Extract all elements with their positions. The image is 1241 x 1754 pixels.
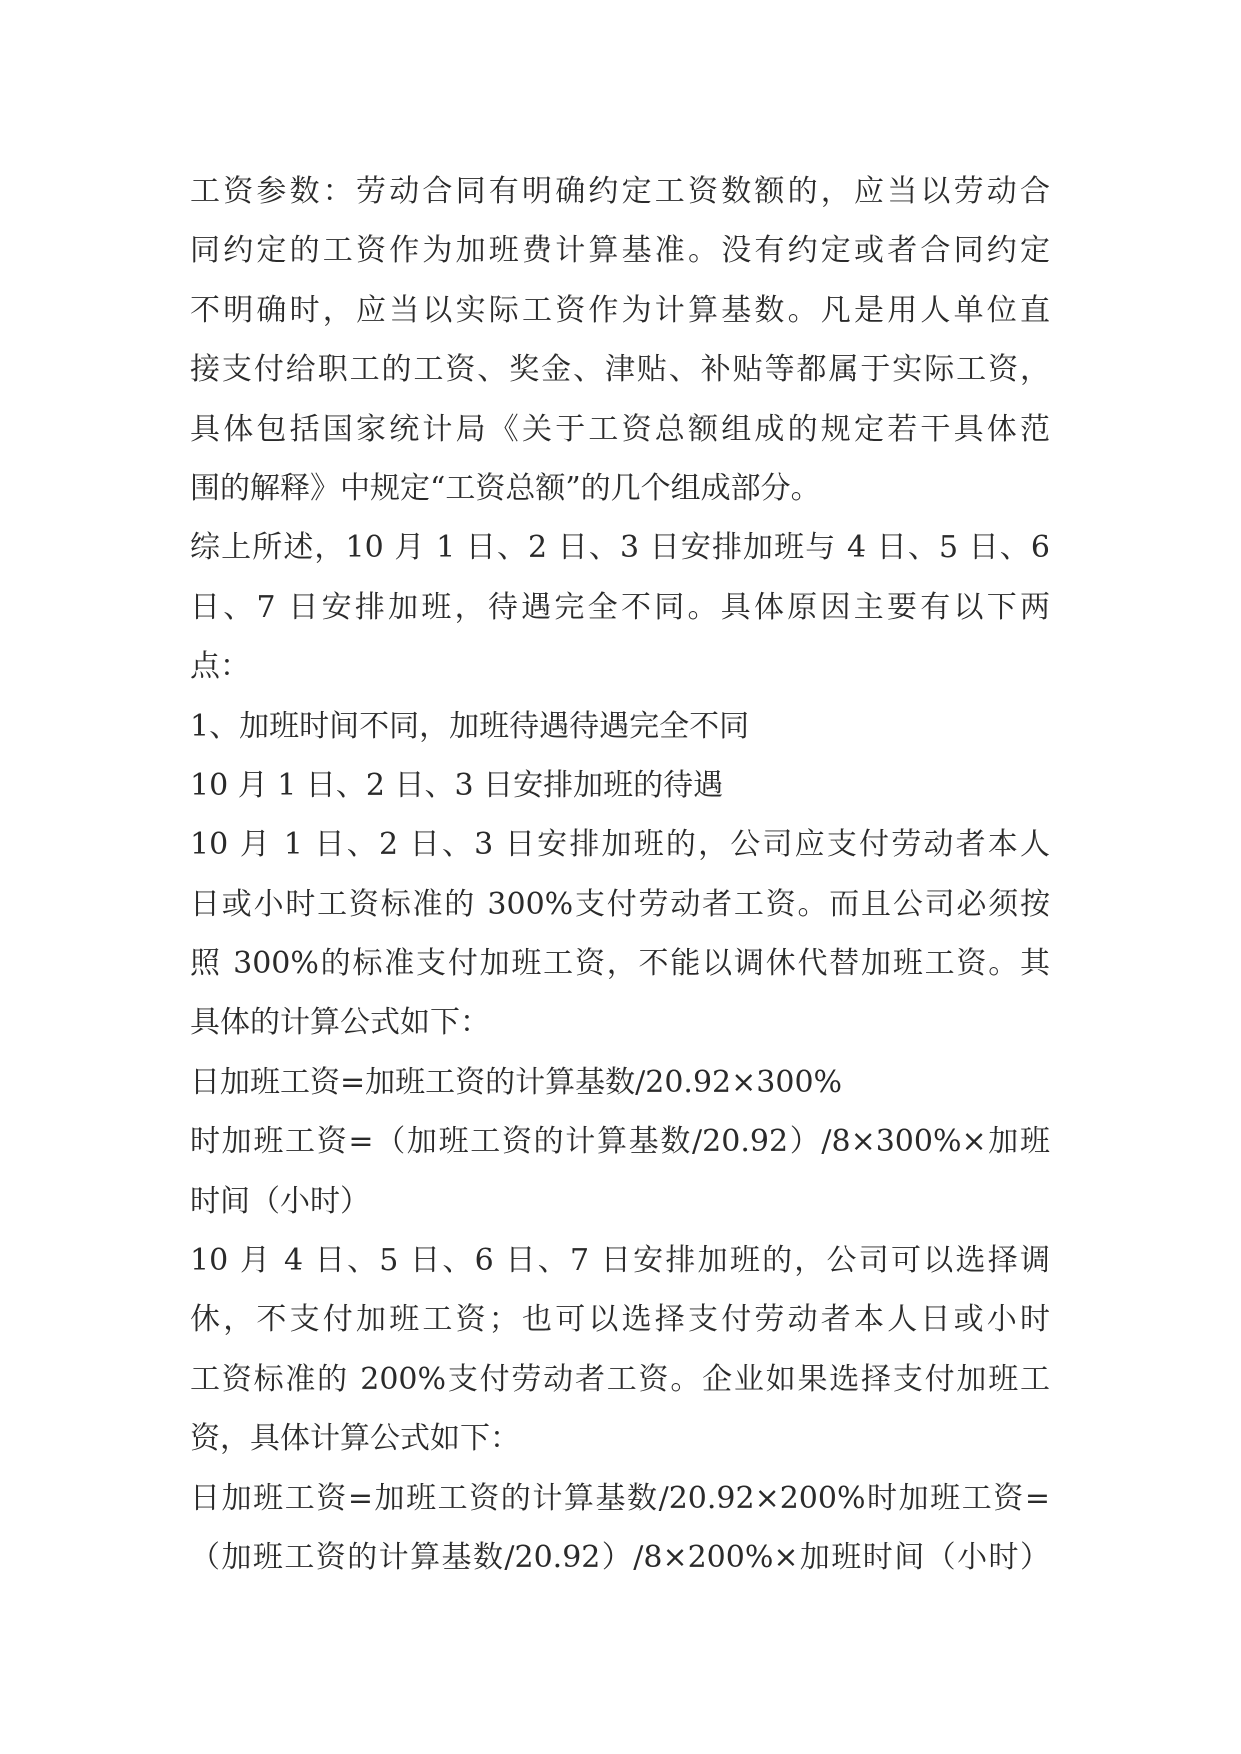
text-line: 日或小时工资标准的 300%支付劳动者工资。而且公司必须按 xyxy=(190,886,1050,922)
text-line: 工资标准的 200%支付劳动者工资。企业如果选择支付加班工 xyxy=(190,1361,1050,1397)
text-line: 日加班工资=加班工资的计算基数/20.92×300% xyxy=(190,1064,843,1100)
text-line: 日、7 日安排加班，待遇完全不同。具体原因主要有以下两 xyxy=(190,589,1050,625)
text-line: 资，具体计算公式如下： xyxy=(190,1421,520,1457)
text-line: 日加班工资=加班工资的计算基数/20.92×200%时加班工资= xyxy=(190,1480,1050,1516)
text-line: 综上所述，10 月 1 日、2 日、3 日安排加班与 4 日、5 日、6 xyxy=(190,530,1050,566)
text-line: 1、加班时间不同，加班待遇待遇完全不同 xyxy=(190,708,750,744)
text-line: 点： xyxy=(190,649,250,685)
text-line: 时加班工资=（加班工资的计算基数/20.92）/8×300%×加班 xyxy=(190,1124,1050,1160)
text-line: （加班工资的计算基数/20.92）/8×200%×加班时间（小时） xyxy=(190,1539,1050,1575)
text-line: 10 月 4 日、5 日、6 日、7 日安排加班的，公司可以选择调 xyxy=(190,1243,1050,1279)
text-line: 围的解释》中规定“工资总额”的几个组成部分。 xyxy=(190,470,821,506)
text-line: 接支付给职工的工资、奖金、津贴、补贴等都属于实际工资， xyxy=(190,352,1050,388)
text-line: 不明确时，应当以实际工资作为计算基数。凡是用人单位直 xyxy=(190,292,1050,328)
text-line: 10 月 1 日、2 日、3 日安排加班的，公司应支付劳动者本人 xyxy=(190,827,1050,863)
text-line: 具体包括国家统计局《关于工资总额组成的规定若干具体范 xyxy=(190,411,1050,447)
text-line: 照 300%的标准支付加班工资，不能以调休代替加班工资。其 xyxy=(190,946,1050,982)
text-line: 工资参数：劳动合同有明确约定工资数额的，应当以劳动合 xyxy=(190,174,1050,209)
text-line: 10 月 1 日、2 日、3 日安排加班的待遇 xyxy=(190,767,724,803)
text-line: 休，不支付加班工资；也可以选择支付劳动者本人日或小时 xyxy=(190,1302,1050,1338)
document-body xyxy=(190,162,1050,1587)
text-line: 时间（小时） xyxy=(190,1183,370,1219)
text-line: 具体的计算公式如下： xyxy=(190,1005,490,1041)
text-line: 同约定的工资作为加班费计算基准。没有约定或者合同约定 xyxy=(190,233,1050,269)
